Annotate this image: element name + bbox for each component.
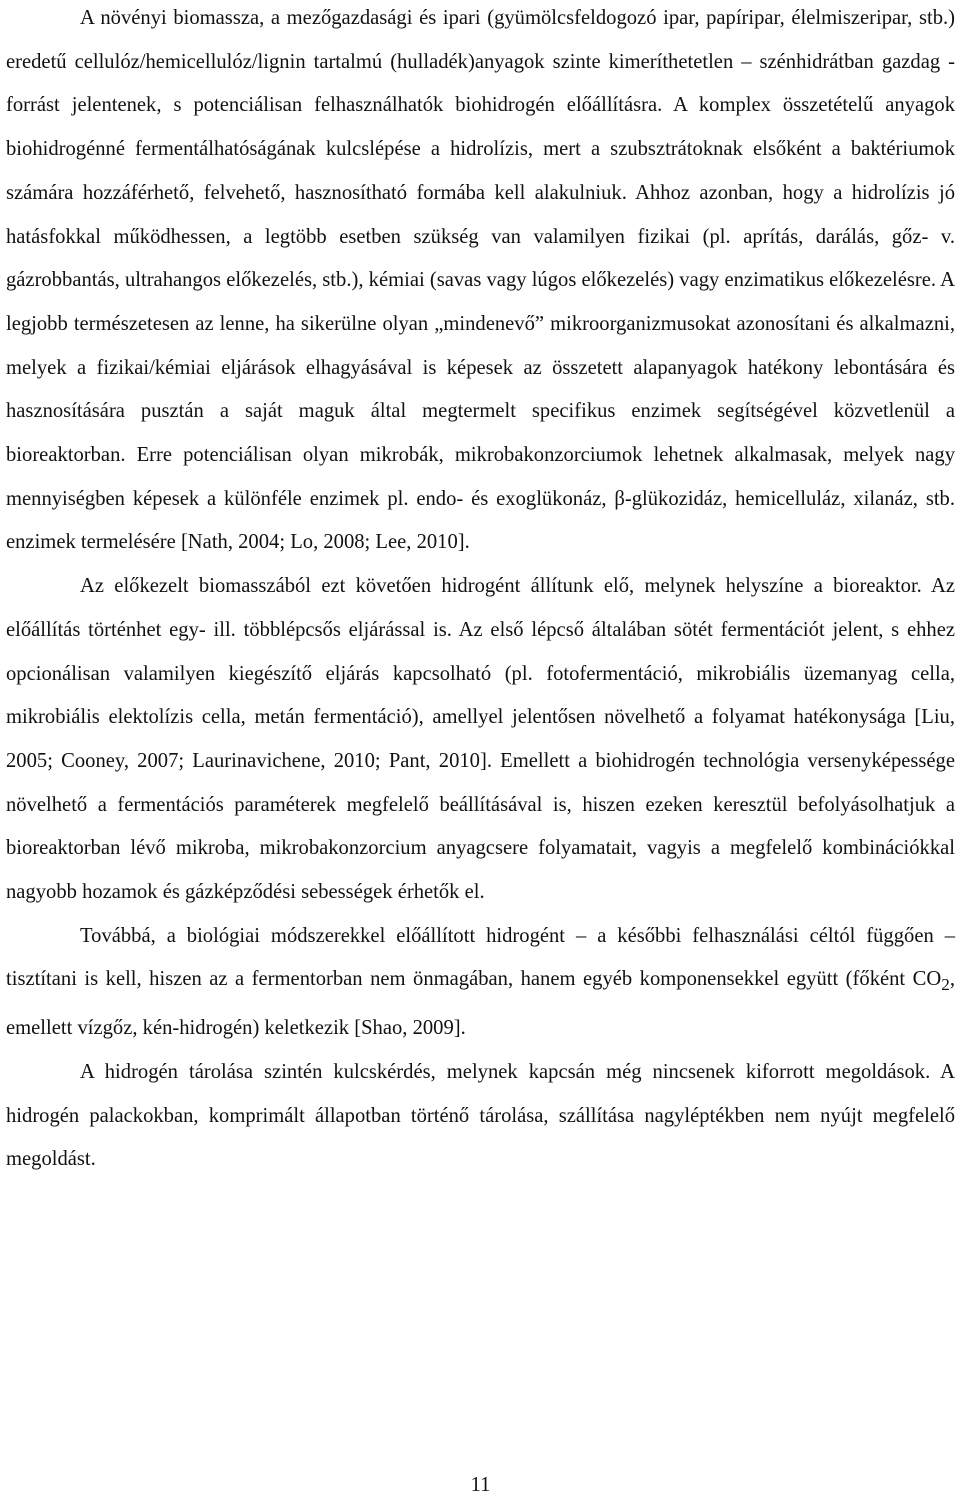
document-page	[6, 0, 955, 1496]
paragraph-biomass-hydrolysis	[6, 0, 955, 565]
text-segment: A komplex összetételű anyagok biohidrogénné fermentálhatóságának kulcslépése a hidrolízis, mert a szubsztrátoknak elsőként a baktériumok számára hozzáférhető, felvehető, hasznosítható formába kell alakulniuk. Ahhoz azonban, hogy a hidrolízis jó hatásfokkal működhessen, a legtöbb esetben szükség van valamilyen fizikai (pl. aprítás, darálás, gőz- v. gázrobbantás, ultrahangos előkezelés, stb.), kémiai (savas vagy lúgos előkezelés) vagy enzimatikus előkezelésre.	[6, 94, 955, 292]
text-segment: , emellett vízgőz, kén-hidrogén) keletkezik [Shao, 2009].	[6, 968, 955, 1040]
text-segment: A hidrogén tárolása szintén kulcskérdés, melynek kapcsán még nincsenek kiforrott megoldások. A hidrogén palackokban, komprimált állapotban történő tárolása, szállítása nagyléptékben nem nyújt megfelelő megoldást.	[6, 1060, 955, 1171]
paragraph-hydrogen-purification	[6, 915, 955, 1051]
text-segment: A növényi biomassza, a mezőgazdasági és ipari (gyümölcsfeldogozó ipar, papíripar, élelmiszeripar, stb.) eredetű cellulóz/hemicellulóz/lignin tartalmú (hulladék)anyagok szinte kimeríthetetlen – szénhidrátban gazdag - forrást jelentenek, s potenciálisan felhasználhatók biohidrogén előállításra.	[6, 7, 955, 117]
page-number: 11	[470, 1474, 491, 1496]
subscript-two: 2	[941, 975, 950, 995]
paragraph-bioreactor-production	[6, 565, 955, 915]
text-segment: A legjobb természetesen az lenne, ha sikerülne olyan „mindenevő” mikroorganizmusokat azonosítani és alkalmazni, melyek a fizikai/kémiai eljárások elhagyásával is képesek az összetett alapanyagok hatékony lebontására és hasznosítására pusztán a saját maguk által megtermelt specifikus enzimek segítségével közvetlenül a bioreaktorban. Erre potenciálisan olyan mikrobák, mikrobakonzorciumok lehetnek alkalmasak, melyek nagy mennyiségben képesek a különféle enzimek pl. endo- és exoglükonáz, β-glükozidáz, hemicelluláz, xilanáz, stb. enzimek termelésére [Nath, 2004; Lo, 2008; Lee, 2010].	[6, 269, 955, 554]
text-segment: Továbbá, a biológiai módszerekkel előállított hidrogént – a későbbi felhasználási céltól függően – tisztítani is kell, hiszen az a fermentorban nem önmagában, hanem egyéb komponensekkel együtt (főként CO	[6, 924, 955, 991]
paragraph-hydrogen-storage	[6, 1051, 955, 1182]
text-segment: Az előkezelt biomasszából ezt követően hidrogént állítunk elő, melynek helyszíne a bioreaktor. Az előállítás történhet egy- ill. többlépcsős eljárással is. Az első lépcső általában sötét fermentációt jelent, s ehhez opcionálisan valamilyen kiegészítő eljárás kapcsolható (pl. fotofermentáció, mikrobiális üzemanyag cella, mikrobiális elektolízis cella, metán fermentáció), amellyel jelentősen növelhető a folyamat hatékonysága [Liu, 2005; Cooney, 2007; Laurinavichene, 2010; Pant, 2010]. Emellett a biohidrogén technológia versenyképessége növelhető a fermentációs paraméterek megfelelő beállításával is, hiszen ezeken keresztül befolyásolhatjuk a bioreaktorban lévő mikroba, mikrobakonzorcium anyagcsere folyamatait, vagyis a megfelelő kombinációkkal nagyobb hozamok és gázképződési sebességek érhetők el.	[6, 575, 955, 904]
